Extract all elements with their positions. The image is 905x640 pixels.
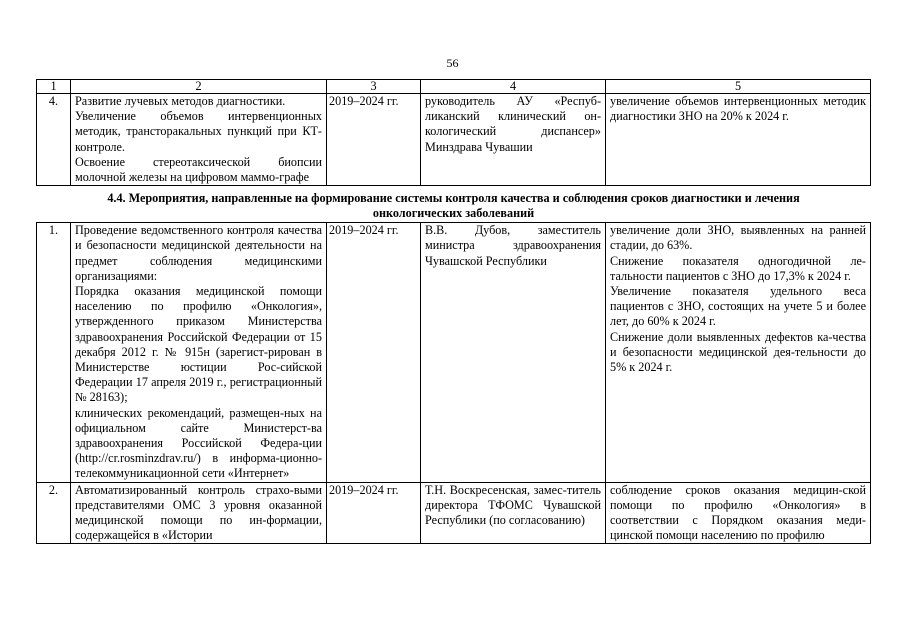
result-cell xyxy=(606,223,871,482)
responsible-cell-text: руководитель АУ «Респуб-ликанский клинический он-кологический диспансер» Минздрава Чувашии xyxy=(425,94,601,154)
result-cell-text: Снижение показателя одногодичной ле-тальности пациентов с ЗНО до 17,3% к 2024 г. xyxy=(610,253,866,283)
activity-cell-text: Освоение стереотаксической биопсии молочной железы на цифровом маммо-графе xyxy=(75,154,322,185)
result-cell-text: соблюдение сроков оказания медицин-ской помощи по профилю «Онкология» в соответствии с Порядком оказания меди-цинской помощи населению по профилю xyxy=(610,482,866,543)
responsible-cell xyxy=(421,94,606,186)
table-row xyxy=(37,94,871,186)
responsible-cell-text: В.В. Дубов, заместитель министра здравоохранения Чувашской Республики xyxy=(425,223,601,268)
activity-cell xyxy=(71,482,327,544)
table-row xyxy=(37,223,871,482)
plan-table xyxy=(36,79,871,544)
activity-cell-text: Проведение ведомственного контроля качества и безопасности медицинской деятельности на предмет соблюдения медицинскими организациями: xyxy=(75,223,322,283)
result-cell-text: Снижение доли выявленных дефектов ка-чества и безопасности медицинской дея-тельности до 5% к 2024 г. xyxy=(610,329,866,375)
row-number: 1. xyxy=(37,223,71,482)
table-row xyxy=(37,482,871,544)
column-number: 2 xyxy=(71,80,327,94)
responsible-cell xyxy=(421,482,606,544)
page-number: 56 xyxy=(446,56,459,70)
row-number: 2. xyxy=(37,482,71,544)
period-cell: 2019–2024 гг. xyxy=(327,94,421,186)
activity-cell-text: клинических рекомендаций, размещен-ных на официальном сайте Министерст-ва здравоохранения Российской Федера-ции (http://cr.rosminzdrav.ru/) в информа-ционно-телекоммуникационной сети «Интернет» xyxy=(75,405,322,481)
period-cell: 2019–2024 гг. xyxy=(327,482,421,544)
result-cell xyxy=(606,482,871,544)
section-title: 4.4. Мероприятия, направленные на формирование системы контроля качества и соблюдения сроков диагностики и лечения онкологических заболеваний xyxy=(37,186,871,223)
column-number: 1 xyxy=(37,80,71,94)
responsible-cell-text: Т.Н. Воскресенская, замес-титель директора ТФОМС Чувашской Республики (по согласованию) xyxy=(425,482,601,528)
activity-cell-text: Развитие лучевых методов диагностики. xyxy=(75,94,286,108)
period-cell: 2019–2024 гг. xyxy=(327,223,421,482)
result-cell-text: увеличение объемов интервенционных методик диагностики ЗНО на 20% к 2024 г. xyxy=(610,94,866,124)
result-cell-text: увеличение доли ЗНО, выявленных на ранней стадии, до 63%. xyxy=(610,223,866,253)
activity-cell-text: Автоматизированный контроль страхо-выми представителями ОМС 3 уровня оказанной медицинской помощи по ин-формации, содержащейся в «Истории xyxy=(75,482,322,543)
responsible-cell xyxy=(421,223,606,482)
column-number: 5 xyxy=(606,80,871,94)
row-number: 4. xyxy=(37,94,71,186)
column-number: 3 xyxy=(327,80,421,94)
activity-cell xyxy=(71,94,327,186)
column-number-row xyxy=(37,80,871,94)
result-cell xyxy=(606,94,871,186)
activity-cell xyxy=(71,223,327,482)
activity-cell-text: Увеличение объемов интервенционных методик, трансторакальных пункций при КТ-контроле. xyxy=(75,109,322,154)
activity-cell-text: Порядка оказания медицинской помощи населению по профилю «Онкология», утвержденного приказом Министерства здравоохранения Российской Федерации от 15 декабря 2012 г. № 915н (зарегист-рирован в Министерстве юстиции Рос-сийской Федерации 17 апреля 2019 г., регистрационный № 28163); xyxy=(75,284,322,405)
section-row xyxy=(37,186,871,223)
result-cell-text: Увеличение показателя удельного веса пациентов с ЗНО, состоящих на учете 5 и более лет, до 60% к 2024 г. xyxy=(610,284,866,329)
column-number: 4 xyxy=(421,80,606,94)
